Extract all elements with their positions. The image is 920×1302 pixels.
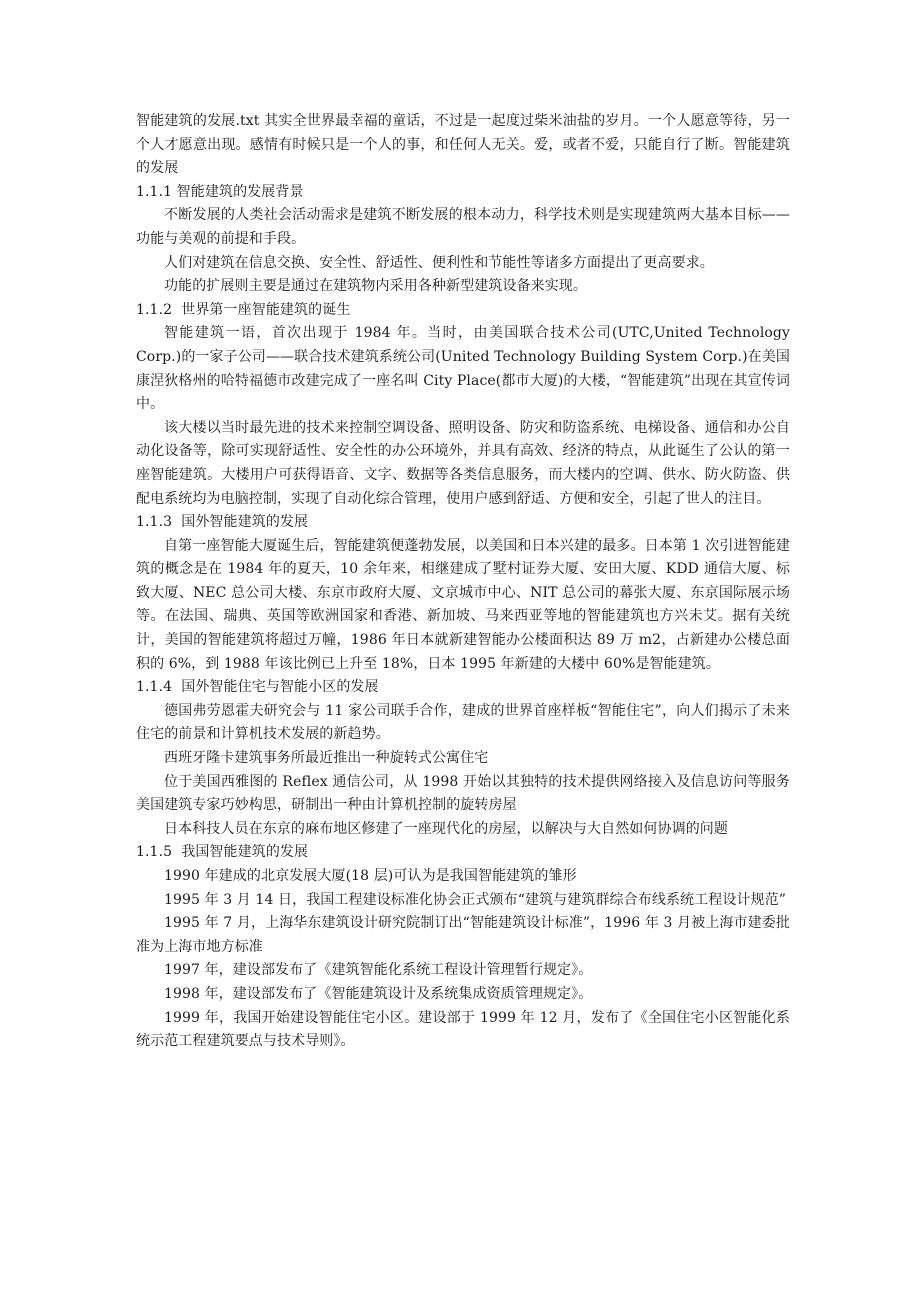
body-paragraph: 位于美国西雅图的 Reflex 通信公司，从 1998 开始以其独特的技术提供网络接入及信息访问等服务 美国建筑专家巧妙构思，研制出一种由计算机控制的旋转房屋: [136, 773, 790, 814]
section-1-1-5: [136, 841, 790, 1053]
body-paragraph: 德国弗劳恩霍夫研究会与 11 家公司联手合作，建成的世界首座样板“智能住宅”，向人们揭示了未来住宅的前景和计算机技术发展的新趋势。: [136, 702, 790, 743]
body-paragraph: 1998 年，建设部发布了《智能建筑设计及系统集成资质管理规定》。: [164, 985, 593, 1002]
body-paragraph: 1997 年，建设部发布了《建筑智能化系统工程设计管理暂行规定》。: [164, 962, 593, 979]
section-1-1-3: [136, 511, 790, 676]
section-heading: 1.1.5 我国智能建筑的发展: [136, 844, 309, 861]
body-paragraph: 1995 年 7 月，上海华东建筑设计研究院制订出“智能建筑设计标准”，1996 年 3 月被上海市建委批准为上海市地方标准: [136, 915, 790, 955]
body-paragraph: 1999 年，我国开始建设智能住宅小区。建设部于 1999 年 12 月，发布了《全国住宅小区智能化系统示范工程建筑要点与技术导则》。: [136, 1009, 790, 1050]
section-heading: 1.1.3 国外智能建筑的发展: [136, 514, 309, 531]
body-paragraph: 日本科技人员在东京的麻布地区修建了一座现代化的房屋，以解决与大自然如何协调的问题: [164, 820, 728, 837]
section-heading: 1.1.4 国外智能住宅与智能小区的发展: [136, 679, 379, 696]
body-paragraph: 自第一座智能大厦诞生后，智能建筑便蓬勃发展，以美国和日本兴建的最多。日本第 1 次引进智能建筑的概念是在 1984 年的夏天，10 余年来，相继建成了墅村证券大厦、安田大厦、KDD 通信大厦、标致大厦、NEC 总公司大楼、东京市政府大厦、文京城市中心、NIT 总公司的幕张大厦、东京国际展示场等。在法国、瑞典、英国等欧洲国家和香港、新加坡、马来西亚等地的智能建筑也方兴未艾。据有关统计，美国的智能建筑将超过万幢，1986 年日本就新建智能办公楼面积达 89 万 m2，占新建办公楼总面积的 6%，到 1988 年该比例已上升至 18%，日本 1995 年新建的大楼中 60%是智能建筑。: [136, 537, 790, 672]
intro-paragraph: 智能建筑的发展.txt 其实全世界最幸福的童话，不过是一起度过柴米油盐的岁月。一个人愿意等待，另一个人才愿意出现。感情有时候只是一个人的事，和任何人无关。爱，或者不爱，只能自行了断。智能建筑的发展: [136, 113, 790, 177]
section-1-1-1: [136, 181, 790, 299]
body-paragraph: 功能的扩展则主要是通过在建筑物内采用各种新型建筑设备来实现。: [164, 278, 587, 295]
body-paragraph: 智能建筑一语，首次出现于 1984 年。当时，由美国联合技术公司(UTC,United Technology Corp.)的一家子公司——联合技术建筑系统公司(United Technology Building System Corp.)在美国康涅狄格州的哈特福德市改建完成了一座名叫 City Place(都市大厦)的大楼，“智能建筑”出现在其宣传词中。: [136, 325, 790, 413]
document-page: [136, 110, 790, 1054]
body-paragraph: 1995 年 3 月 14 日，我国工程建设标准化协会正式颁布“建筑与建筑群综合布线系统工程设计规范”: [164, 891, 787, 908]
section-1-1-4: [136, 676, 790, 841]
body-paragraph: 该大楼以当时最先进的技术来控制空调设备、照明设备、防灾和防盗系统、电梯设备、通信和办公自动化设备等，除可实现舒适性、安全性的办公环境外，并具有高效、经济的特点，从此诞生了公认的第一座智能建筑。大楼用户可获得语音、文字、数据等各类信息服务，而大楼内的空调、供水、防火防盗、供配电系统均为电脑控制，实现了自动化综合管理，使用户感到舒适、方便和安全，引起了世人的注目。: [136, 419, 790, 507]
section-heading: 1.1.1 智能建筑的发展背景: [136, 183, 304, 200]
body-paragraph: 1990 年建成的北京发展大厦(18 层)可认为是我国智能建筑的雏形: [164, 868, 577, 884]
body-paragraph: 人们对建筑在信息交换、安全性、舒适性、便利性和节能性等诸多方面提出了更高要求。: [164, 254, 714, 271]
body-paragraph: 不断发展的人类社会活动需求是建筑不断发展的根本动力，科学技术则是实现建筑两大基本目标——功能与美观的前提和手段。: [136, 207, 790, 247]
section-heading: 1.1.2 世界第一座智能建筑的诞生: [136, 301, 351, 318]
body-paragraph: 西班牙隆卡建筑事务所最近推出一种旋转式公寓住宅: [164, 750, 489, 767]
section-1-1-2: [136, 299, 790, 511]
